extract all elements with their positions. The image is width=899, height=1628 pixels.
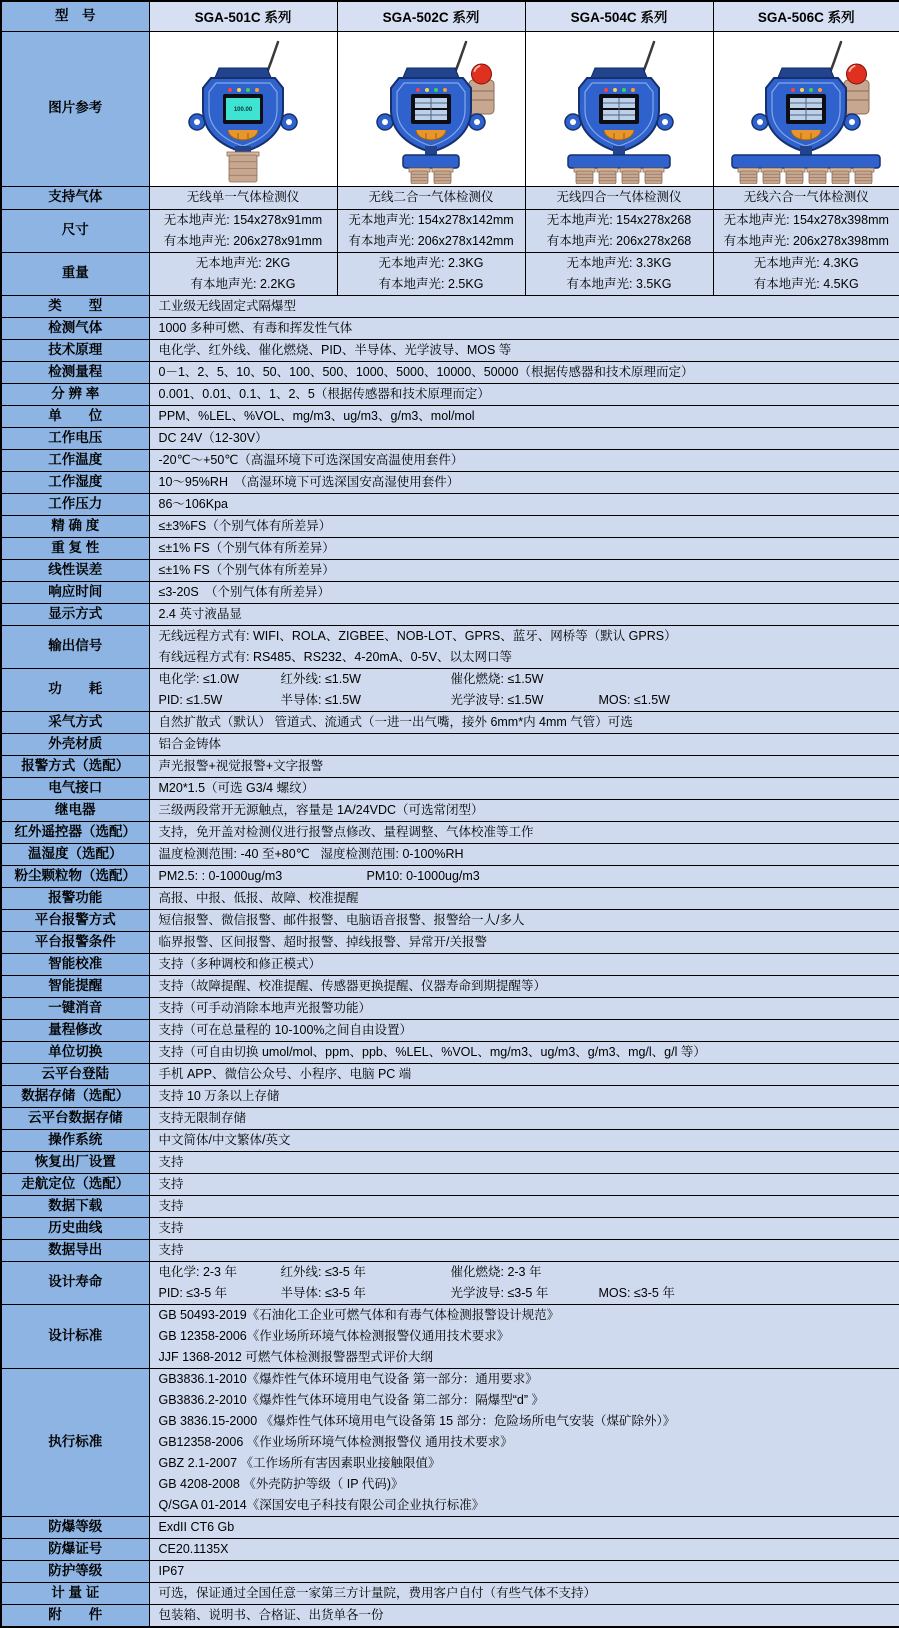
spec-value-cell: 无线单一气体检测仪 [149, 186, 337, 209]
spec-label-cell: 计 量 证 [1, 1582, 149, 1604]
table-row [1, 625, 899, 668]
spec-value-cell: ≤±1% FS（个别气体有所差异） [149, 537, 899, 559]
spec-value-cell: 86～106Kpa [149, 493, 899, 515]
spec-value-cell: 无本地声光: 154x278x398mm 有本地声光: 206x278x398mm [713, 209, 899, 252]
table-row [1, 515, 899, 537]
table-row [1, 668, 899, 711]
spec-value-cell: 支持（可自由切换 umol/mol、ppm、ppb、%LEL、%VOL、mg/m3、ug/m3、g/m3、mg/l、g/l 等） [149, 1041, 899, 1063]
spec-value-cell: 无本地声光: 154x278x142mm 有本地声光: 206x278x142mm [337, 209, 525, 252]
spec-label-cell: 检测量程 [1, 361, 149, 383]
spec-value-cell: ≤±1% FS（个别气体有所差异） [149, 559, 899, 581]
spec-label-cell: 采气方式 [1, 711, 149, 733]
table-row [1, 953, 899, 975]
spec-label-cell: 工作电压 [1, 427, 149, 449]
spec-value-segment: PM2.5: : 0-1000ug/m3 [158, 868, 283, 883]
spec-value-cell: GB3836.1-2010《爆炸性气体环境用电气设备 第一部分：通用要求》 GB3836.2-2010《爆炸性气体环境用电气设备 第二部分：隔爆型“d” 》 GB 3836.15-2000 《爆炸性气体环境用电气设备第 15 部分：危险场所电气安装（煤矿除外）》 GB12358-2006 《作业场所环境气体检测报警仪 通用技术要求》 GBZ 2.1-2007 《工作场所有害因素职业接触限值》 GB 4208-2008 《外壳防护等级（ IP 代码)》 Q/SGA 01-2014《深国安电子科技有限公司企业执行标准》 [149, 1368, 899, 1516]
table-header-row [1, 1, 899, 31]
spec-value-segment: 电化学: ≤1.0W [158, 671, 239, 686]
spec-value-cell [149, 865, 899, 887]
table-row [1, 1217, 899, 1239]
spec-label-cell: 防护等级 [1, 1560, 149, 1582]
spec-value-cell: 支持 [149, 1173, 899, 1195]
spec-value-segment: 电化学: 2-3 年 [158, 1264, 237, 1279]
spec-value-cell: 三级两段常开无源触点，容量是 1A/24VDC（可选常闭型） [149, 799, 899, 821]
gas-detector-illustration-sga-504c [529, 34, 709, 184]
table-row [1, 1173, 899, 1195]
spec-value-segment: 催化燃烧: ≤1.5W [450, 671, 544, 686]
spec-label-cell: 显示方式 [1, 603, 149, 625]
spec-value-cell: -20℃～+50℃（高温环境下可选深国安高温使用套件） [149, 449, 899, 471]
table-row [1, 383, 899, 405]
column-header-series: SGA-502C 系列 [337, 1, 525, 31]
device-image-cell [337, 31, 525, 186]
device-image-cell [713, 31, 899, 186]
spec-value-segment: 温度检测范围: -40 至+80℃ [158, 846, 310, 861]
spec-value-cell: 无线二合一气体检测仪 [337, 186, 525, 209]
spec-label-cell: 平台报警方式 [1, 909, 149, 931]
table-row [1, 1019, 899, 1041]
spec-value-segment: 红外线: ≤1.5W [280, 671, 361, 686]
spec-value-cell: 支持 [149, 1151, 899, 1173]
table-row [1, 799, 899, 821]
table-row [1, 559, 899, 581]
spec-label-cell: 操作系统 [1, 1129, 149, 1151]
spec-value-cell: 无本地声光: 154x278x91mm 有本地声光: 206x278x91mm [149, 209, 337, 252]
table-row [1, 1582, 899, 1604]
table-row [1, 209, 899, 252]
spec-value-segment: MOS: ≤3-5 年 [598, 1285, 675, 1300]
table-row [1, 1304, 899, 1368]
table-row [1, 1538, 899, 1560]
spec-value-cell: 中文简体/中文繁体/英文 [149, 1129, 899, 1151]
table-row [1, 471, 899, 493]
table-row [1, 909, 899, 931]
spec-label-cell: 单位切换 [1, 1041, 149, 1063]
spec-label-cell: 量程修改 [1, 1019, 149, 1041]
table-row [1, 755, 899, 777]
table-row [1, 865, 899, 887]
spec-value-cell: 支持（故障提醒、校准提醒、传感器更换提醒、仪器寿命到期提醒等） [149, 975, 899, 997]
table-row [1, 581, 899, 603]
spec-value-cell: 短信报警、微信报警、邮件报警、电脑语音报警、报警给一人/多人 [149, 909, 899, 931]
spec-label-cell: 红外遥控器（选配） [1, 821, 149, 843]
spec-value-cell: 无本地声光: 2.3KG 有本地声光: 2.5KG [337, 252, 525, 295]
table-row [1, 493, 899, 515]
table-row [1, 1516, 899, 1538]
column-header-series: SGA-506C 系列 [713, 1, 899, 31]
spec-value-cell: ExdII CT6 Gb [149, 1516, 899, 1538]
table-row [1, 1604, 899, 1627]
table-row [1, 449, 899, 471]
spec-label-cell: 响应时间 [1, 581, 149, 603]
spec-label-cell: 执行标准 [1, 1368, 149, 1516]
spec-label-cell: 防爆证号 [1, 1538, 149, 1560]
table-row [1, 843, 899, 865]
spec-label-cell: 单 位 [1, 405, 149, 427]
spec-label-cell: 重 复 性 [1, 537, 149, 559]
table-row [1, 1195, 899, 1217]
spec-value-cell: 无线四合一气体检测仪 [525, 186, 713, 209]
spec-value-cell: 支持（可手动消除本地声光报警功能） [149, 997, 899, 1019]
spec-value-cell: GB 50493-2019《石油化工企业可燃气体和有毒气体检测报警设计规范》 GB 12358-2006《作业场所环境气体检测报警仪通用技术要求》 JJF 1368-2012 可燃气体检测报警器型式评价大纲 [149, 1304, 899, 1368]
spec-label-cell: 输出信号 [1, 625, 149, 668]
spec-label-cell: 恢复出厂设置 [1, 1151, 149, 1173]
spec-value-cell: 10～95%RH （高湿环境下可选深国安高湿使用套件） [149, 471, 899, 493]
column-header-series: SGA-501C 系列 [149, 1, 337, 31]
spec-label-cell: 重量 [1, 252, 149, 295]
device-image-cell [525, 31, 713, 186]
table-row [1, 295, 899, 317]
spec-label-cell: 走航定位（选配） [1, 1173, 149, 1195]
spec-value-cell: 包装箱、说明书、合格证、出货单各一份 [149, 1604, 899, 1627]
spec-label-cell: 设计标准 [1, 1304, 149, 1368]
table-row [1, 1063, 899, 1085]
spec-value-cell: 支持无限制存储 [149, 1107, 899, 1129]
spec-label-cell: 工作温度 [1, 449, 149, 471]
spec-value-cell: 无本地声光: 2KG 有本地声光: 2.2KG [149, 252, 337, 295]
spec-label-cell: 数据存储（选配） [1, 1085, 149, 1107]
spec-value-segment: PID: ≤1.5W [158, 692, 223, 707]
table-row [1, 339, 899, 361]
table-row [1, 733, 899, 755]
table-row [1, 405, 899, 427]
spec-label-cell: 平台报警条件 [1, 931, 149, 953]
table-row [1, 777, 899, 799]
spec-label-cell: 外壳材质 [1, 733, 149, 755]
spec-value-cell: CE20.1135X [149, 1538, 899, 1560]
table-row [1, 31, 899, 186]
spec-value-cell: 电化学、红外线、催化燃烧、PID、半导体、光学波导、MOS 等 [149, 339, 899, 361]
spec-value-cell [149, 668, 899, 711]
spec-value-cell [149, 843, 899, 865]
spec-label-cell: 云平台数据存储 [1, 1107, 149, 1129]
spec-label-cell: 报警方式（选配） [1, 755, 149, 777]
spec-label-cell: 图片参考 [1, 31, 149, 186]
spec-label-cell: 智能校准 [1, 953, 149, 975]
spec-value-segment: 红外线: ≤3-5 年 [280, 1264, 366, 1279]
column-header-model-label: 型 号 [1, 1, 149, 31]
spec-value-cell: 无线远程方式有: WIFI、ROLA、ZIGBEE、NOB-LOT、GPRS、蓝牙、网桥等（默认 GPRS） 有线远程方式有: RS485、RS232、4-20mA、0-5V、以太网口等 [149, 625, 899, 668]
table-row [1, 317, 899, 339]
table-row [1, 427, 899, 449]
spec-label-cell: 智能提醒 [1, 975, 149, 997]
spec-label-cell: 数据下载 [1, 1195, 149, 1217]
spec-value-segment: PM10: 0-1000ug/m3 [366, 868, 480, 883]
spec-label-cell: 工作湿度 [1, 471, 149, 493]
table-row [1, 186, 899, 209]
spec-label-cell: 工作压力 [1, 493, 149, 515]
spec-value-cell: M20*1.5（可选 G3/4 螺纹） [149, 777, 899, 799]
spec-label-cell: 继电器 [1, 799, 149, 821]
spec-label-cell: 温湿度（选配） [1, 843, 149, 865]
spec-value-segment: 光学波导: ≤1.5W [450, 692, 544, 707]
spec-label-cell: 精 确 度 [1, 515, 149, 537]
spec-value-cell: 铝合金铸体 [149, 733, 899, 755]
table-row [1, 603, 899, 625]
spec-label-cell: 数据导出 [1, 1239, 149, 1261]
spec-label-cell: 功 耗 [1, 668, 149, 711]
table-row [1, 887, 899, 909]
spec-value-cell: 支持（多种调校和修正模式） [149, 953, 899, 975]
spec-value-cell: 无本地声光: 3.3KG 有本地声光: 3.5KG [525, 252, 713, 295]
spec-value-cell: PPM、%LEL、%VOL、mg/m3、ug/m3、g/m3、mol/mol [149, 405, 899, 427]
spec-value-cell: 0－1、2、5、10、50、100、500、1000、5000、10000、50000（根据传感器和技术原理而定） [149, 361, 899, 383]
spec-label-cell: 设计寿命 [1, 1261, 149, 1304]
spec-label-cell: 检测气体 [1, 317, 149, 339]
spec-label-cell: 分 辨 率 [1, 383, 149, 405]
spec-value-cell: 临界报警、区间报警、超时报警、掉线报警、异常开/关报警 [149, 931, 899, 953]
spec-value-cell: 2.4 英寸液晶显 [149, 603, 899, 625]
gas-detector-illustration-sga-502c [341, 34, 521, 184]
spec-value-cell: 支持 10 万条以上存储 [149, 1085, 899, 1107]
table-row [1, 975, 899, 997]
table-row [1, 1107, 899, 1129]
spec-label-cell: 云平台登陆 [1, 1063, 149, 1085]
table-row [1, 1085, 899, 1107]
table-row [1, 537, 899, 559]
spec-value-cell: 无本地声光: 154x278x268 有本地声光: 206x278x268 [525, 209, 713, 252]
spec-value-segment: 催化燃烧: 2-3 年 [450, 1264, 542, 1279]
column-header-series: SGA-504C 系列 [525, 1, 713, 31]
spec-value-cell: 工业级无线固定式隔爆型 [149, 295, 899, 317]
table-row [1, 711, 899, 733]
gas-detector-illustration-sga-501c [153, 34, 333, 184]
spec-value-cell: 可选，保证通过全国任意一家第三方计量院，费用客户自付（有些气体不支持） [149, 1582, 899, 1604]
spec-value-cell: 声光报警+视觉报警+文字报警 [149, 755, 899, 777]
spec-label-cell: 历史曲线 [1, 1217, 149, 1239]
spec-label-cell: 粉尘颗粒物（选配） [1, 865, 149, 887]
spec-value-cell: 高报、中报、低报、故障、校准提醒 [149, 887, 899, 909]
spec-label-cell: 支持气体 [1, 186, 149, 209]
spec-value-cell: 支持，免开盖对检测仪进行报警点修改、量程调整、气体校准等工作 [149, 821, 899, 843]
spec-value-segment: 湿度检测范围: 0-100%RH [320, 846, 464, 861]
spec-value-cell: 支持 [149, 1195, 899, 1217]
spec-value-cell: 1000 多种可燃、有毒和挥发性气体 [149, 317, 899, 339]
spec-value-cell: IP67 [149, 1560, 899, 1582]
table-row [1, 252, 899, 295]
table-row [1, 1239, 899, 1261]
spec-value-segment: 光学波导: ≤3-5 年 [450, 1285, 549, 1300]
spec-value-cell [149, 1261, 899, 1304]
spec-label-cell: 附 件 [1, 1604, 149, 1627]
spec-value-cell: 支持 [149, 1217, 899, 1239]
spec-value-cell: 自然扩散式（默认） 管道式、流通式（一进一出气嘴，接外 6mm*内 4mm 气管）可选 [149, 711, 899, 733]
table-row [1, 821, 899, 843]
device-image-cell [149, 31, 337, 186]
table-row [1, 1151, 899, 1173]
spec-value-cell: ≤3-20S （个别气体有所差异） [149, 581, 899, 603]
spec-label-cell: 电气接口 [1, 777, 149, 799]
svg-text:100.00: 100.00 [233, 106, 253, 113]
spec-value-segment: 半导体: ≤1.5W [280, 692, 361, 707]
spec-label-cell: 尺寸 [1, 209, 149, 252]
spec-value-cell: 无线六合一气体检测仪 [713, 186, 899, 209]
table-row [1, 931, 899, 953]
table-row [1, 997, 899, 1019]
table-row [1, 1560, 899, 1582]
table-row [1, 1129, 899, 1151]
table-row [1, 1041, 899, 1063]
table-row [1, 1261, 899, 1304]
spec-value-segment: PID: ≤3-5 年 [158, 1285, 228, 1300]
spec-label-cell: 防爆等级 [1, 1516, 149, 1538]
spec-value-cell: 支持 [149, 1239, 899, 1261]
spec-label-cell: 报警功能 [1, 887, 149, 909]
spec-value-cell: 0.001、0.01、0.1、1、2、5（根据传感器和技术原理而定） [149, 383, 899, 405]
spec-value-segment: 半导体: ≤3-5 年 [280, 1285, 366, 1300]
gas-detector-illustration-sga-506c [716, 34, 896, 184]
spec-value-cell: ≤±3%FS（个别气体有所差异） [149, 515, 899, 537]
spec-label-cell: 一键消音 [1, 997, 149, 1019]
spec-value-cell: DC 24V（12-30V） [149, 427, 899, 449]
spec-value-cell: 手机 APP、微信公众号、小程序、电脑 PC 端 [149, 1063, 899, 1085]
spec-label-cell: 类 型 [1, 295, 149, 317]
spec-label-cell: 线性误差 [1, 559, 149, 581]
table-row [1, 361, 899, 383]
spec-value-cell: 无本地声光: 4.3KG 有本地声光: 4.5KG [713, 252, 899, 295]
table-row [1, 1368, 899, 1516]
spec-value-segment: MOS: ≤1.5W [598, 692, 670, 707]
spec-value-cell: 支持（可在总量程的 10-100%之间自由设置） [149, 1019, 899, 1041]
spec-table-body [1, 1, 899, 1627]
spec-label-cell: 技术原理 [1, 339, 149, 361]
